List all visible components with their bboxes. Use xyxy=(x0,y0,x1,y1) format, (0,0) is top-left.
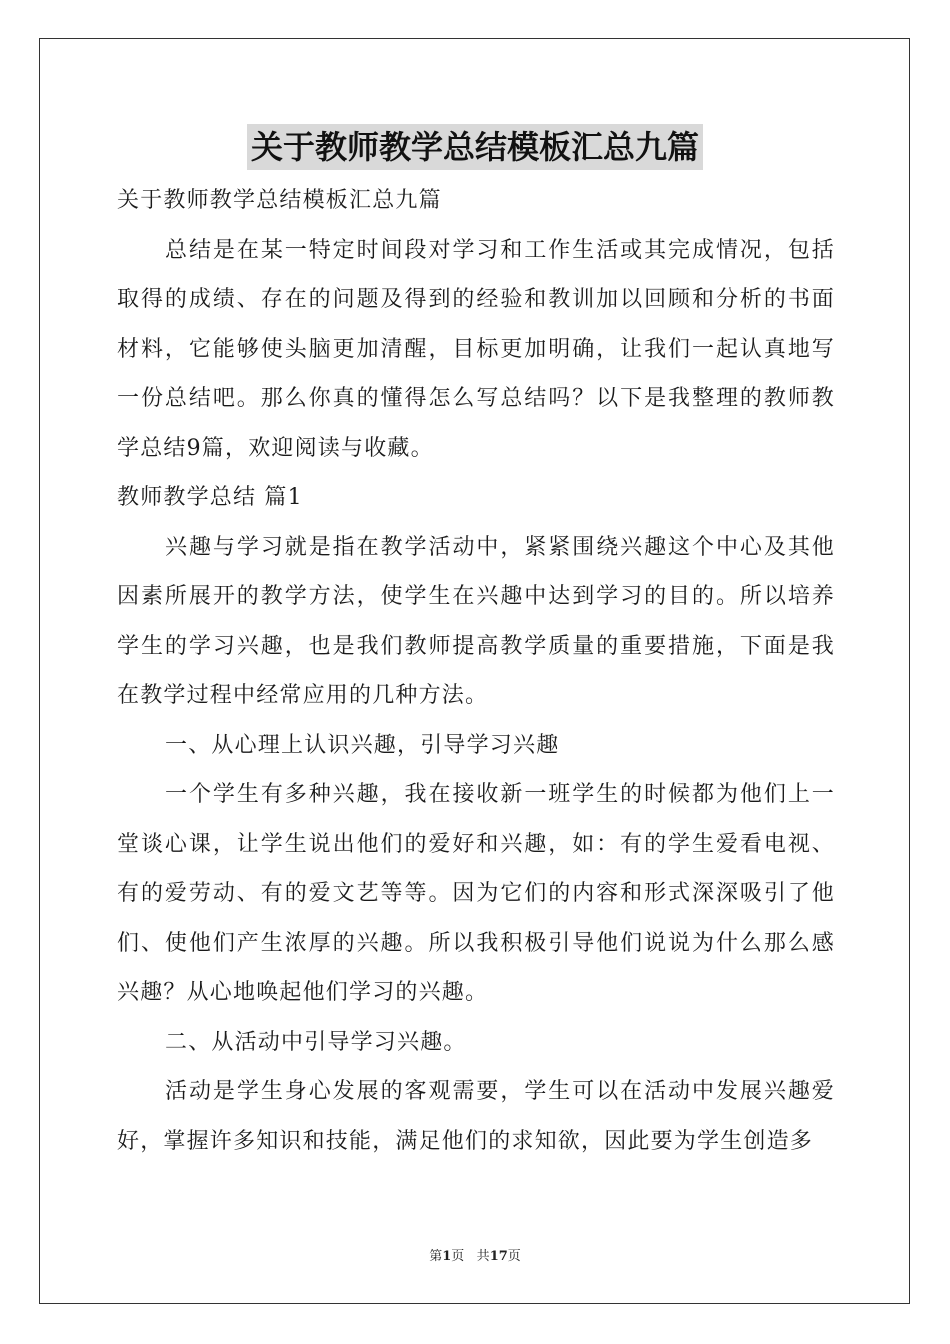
page-prefix: 第 xyxy=(429,1249,443,1264)
total-prefix: 共 xyxy=(476,1249,490,1264)
sub-heading: 二、从活动中引导学习兴趣。 xyxy=(165,1029,467,1055)
intro-paragraph: 总结是在某一特定时间段对学习和工作生活或其完成情况，包括取得的成绩、存在的问题及得到的经验和教训加以回顾和分析的书面材料，它能够使头脑更加清醒，目标更加明确，让我们一起认真地写一份总结吧。那么你真的懂得怎么写总结吗？以下是我整理的教师教学总结9篇，欢迎阅读与收藏。 xyxy=(117,237,835,461)
sub-heading: 一、从心理上认识兴趣，引导学习兴趣 xyxy=(165,732,560,758)
page-number: 1 xyxy=(442,1249,452,1264)
body-paragraph: 一个学生有多种兴趣，我在接收新一班学生的时候都为他们上一堂谈心课，让学生说出他们的爱好和兴趣，如：有的学生爱看电视、有的爱劳动、有的爱文艺等等。因为它们的内容和形式深深吸引了他们、使他们产生浓厚的兴趣。所以我积极引导他们说说为什么那么感兴趣？从心地唤起他们学习的兴趣。 xyxy=(117,782,835,1005)
page-suffix: 页 xyxy=(451,1249,465,1264)
body-paragraph: 兴趣与学习就是指在教学活动中，紧紧围绕兴趣这个中心及其他因素所展开的教学方法，使学生在兴趣中达到学习的目的。所以培养学生的学习兴趣，也是我们教师提高教学质量的重要措施，下面是我在教学过程中经常应用的几种方法。 xyxy=(117,534,835,708)
body-paragraph: 活动是学生身心发展的客观需要，学生可以在活动中发展兴趣爱好，掌握许多知识和技能，满足他们的求知欲，因此要为学生创造多 xyxy=(117,1079,835,1154)
page-footer xyxy=(0,1248,950,1266)
document-body xyxy=(117,176,835,1166)
section-heading: 教师教学总结 篇1 xyxy=(117,485,303,510)
total-suffix: 页 xyxy=(507,1249,521,1264)
total-pages: 17 xyxy=(489,1249,508,1264)
document-title: 关于教师教学总结模板汇总九篇 xyxy=(247,124,703,170)
title-container xyxy=(0,124,950,170)
subtitle-line: 关于教师教学总结模板汇总九篇 xyxy=(117,188,442,213)
